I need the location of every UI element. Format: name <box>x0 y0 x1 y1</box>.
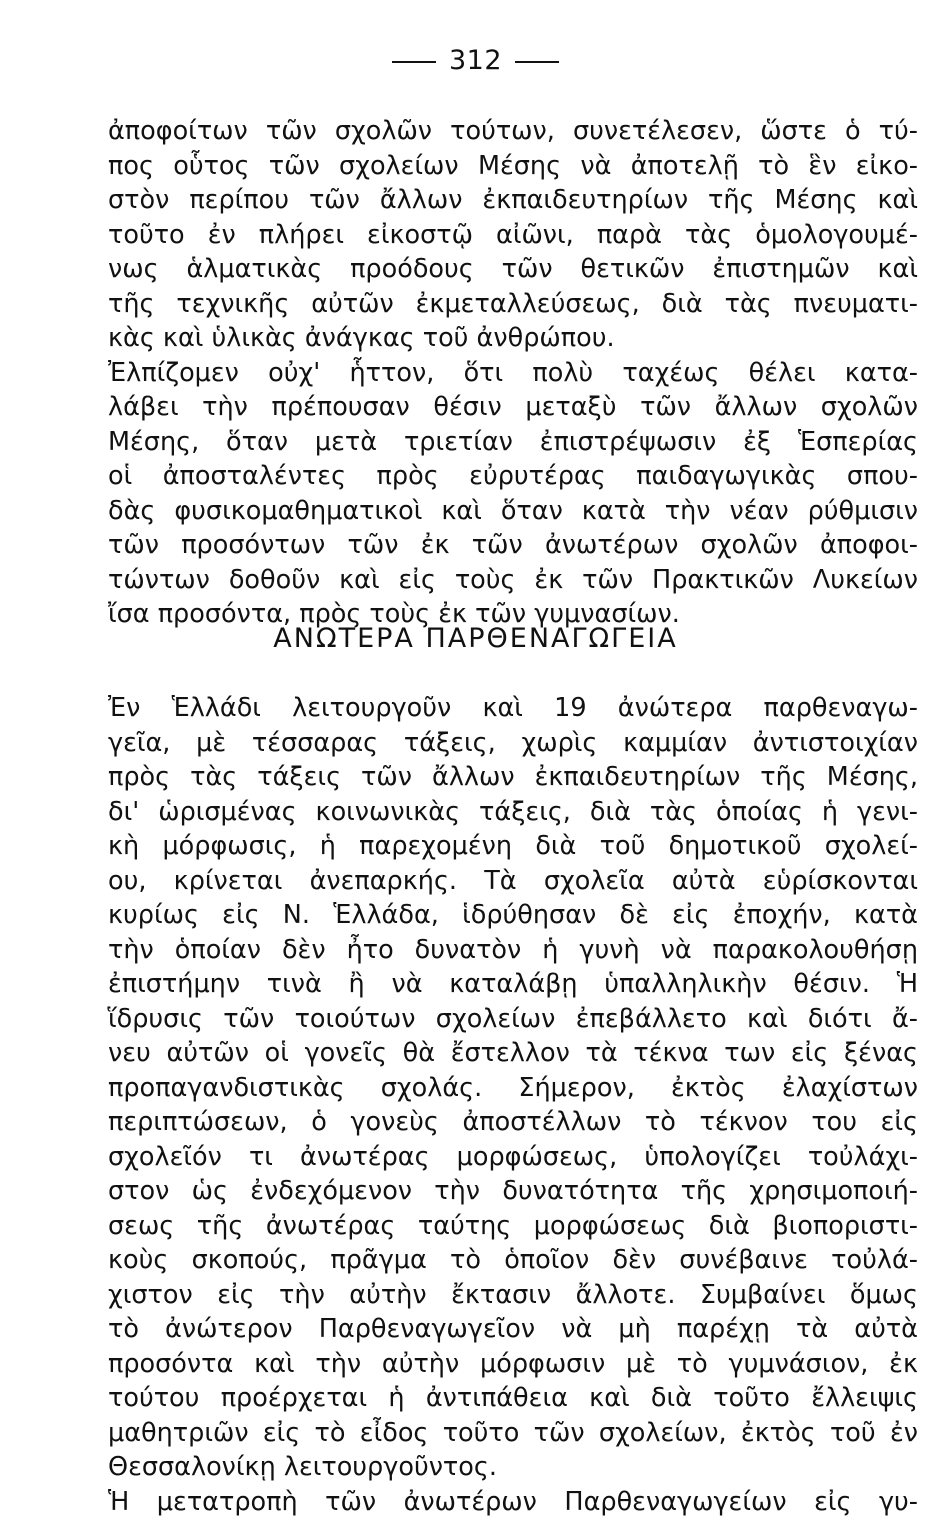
text-line: προσόντα καὶ τὴν αὐτὴν μόρφωσιν μὲ τὸ γυμνάσιον, ἐκ <box>108 1347 918 1382</box>
text-line: νευ αὐτῶν οἱ γονεῖς θὰ ἔστελλον τὰ τέκνα των εἰς ξένας <box>108 1036 918 1071</box>
left-dash <box>392 61 436 63</box>
text-line: τοῦτο ἐν πλήρει εἰκοστῷ αἰῶνι, παρὰ τὰς ὁμολογουμέ- <box>108 218 918 253</box>
text-line: Ἡ μετατροπὴ τῶν ἀνωτέρων Παρθεναγωγείων εἰς γυ- <box>108 1485 918 1519</box>
text-line: Ἐλπίζομεν οὐχ' ἧττον, ὅτι πολὺ ταχέως θέλει κατα- <box>108 356 918 391</box>
text-line: στον ὡς ἐνδεχόμενον τὴν δυνατότητα τῆς χρησιμοποιή- <box>108 1174 918 1209</box>
text-line: νως ἁλματικὰς προόδους τῶν θετικῶν ἐπιστημῶν καὶ <box>108 252 918 287</box>
text-line: μαθητριῶν εἰς τὸ εἶδος τοῦτο τῶν σχολείων, ἐκτὸς τοῦ ἐν <box>108 1416 918 1451</box>
text-line: τούτου προέρχεται ἡ ἀντιπάθεια καὶ διὰ τοῦτο ἔλλειψις <box>108 1381 918 1416</box>
text-line: γεῖα, μὲ τέσσαρας τάξεις, χωρὶς καμμίαν ἀντιστοιχίαν <box>108 726 918 761</box>
section-2-paragraphs <box>108 691 918 1519</box>
text-line: χιστον εἰς τὴν αὐτὴν ἔκτασιν ἄλλοτε. Συμβαίνει ὅμως <box>108 1278 918 1313</box>
text-line: οἱ ἀποσταλέντες πρὸς εὐρυτέρας παιδαγωγικὰς σπου- <box>108 459 918 494</box>
text-line: τῆς τεχνικῆς αὐτῶν ἐκμεταλλεύσεως, διὰ τὰς πνευματι- <box>108 287 918 322</box>
text-line: Μέσης, ὅταν μετὰ τριετίαν ἐπιστρέψωσιν ἐξ Ἑσπερίας <box>108 425 918 460</box>
text-line: τὴν ὁποίαν δὲν ἦτο δυνατὸν ἡ γυνὴ νὰ παρακολουθήσῃ <box>108 933 918 968</box>
text-line: ου, κρίνεται ἀνεπαρκής. Τὰ σχολεῖα αὐτὰ εὑρίσκονται <box>108 864 918 899</box>
text-line: κὴ μόρφωσις, ἡ παρεχομένη διὰ τοῦ δημοτικοῦ σχολεί- <box>108 829 918 864</box>
text-line: περιπτώσεων, ὁ γονεὺς ἀποστέλλων τὸ τέκνον του εἰς <box>108 1105 918 1140</box>
text-line: τῶν προσόντων τῶν ἐκ τῶν ἀνωτέρων σχολῶν ἀποφοι- <box>108 528 918 563</box>
page-number: 312 <box>449 45 502 76</box>
text-line: κυρίως εἰς Ν. Ἑλλάδα, ἱδρύθησαν δὲ εἰς ἐποχήν, κατὰ <box>108 898 918 933</box>
section-heading: ΑΝΩΤΕΡΑ ΠΑΡΘΕΝΑΓΩΓΕΙΑ <box>0 622 951 656</box>
text-line: προπαγανδιστικὰς σχολάς. Σήμερον, ἐκτὸς ἐλαχίστων <box>108 1071 918 1106</box>
page-number-header <box>0 44 951 78</box>
text-line: δι' ὡρισμένας κοινωνικὰς τάξεις, διὰ τὰς ὁποίας ἡ γενι- <box>108 795 918 830</box>
section-1-paragraphs <box>108 114 918 632</box>
text-line: κὰς καὶ ὑλικὰς ἀνάγκας τοῦ ἀνθρώπου. <box>108 321 918 356</box>
text-line: ἵδρυσις τῶν τοιούτων σχολείων ἐπεβάλλετο καὶ διότι ἄ- <box>108 1002 918 1037</box>
text-line: σεως τῆς ἀνωτέρας ταύτης μορφώσεως διὰ βιοποριστι- <box>108 1209 918 1244</box>
text-line: πος οὗτος τῶν σχολείων Μέσης νὰ ἀποτελῇ τὸ ἓν εἰκο- <box>108 149 918 184</box>
text-line: λάβει τὴν πρέπουσαν θέσιν μεταξὺ τῶν ἄλλων σχολῶν <box>108 390 918 425</box>
text-line: Ἐν Ἑλλάδι λειτουργοῦν καὶ 19 ἀνώτερα παρθεναγω- <box>108 691 918 726</box>
text-line: Θεσσαλονίκῃ λειτουργοῦντος. <box>108 1450 918 1485</box>
text-line: δὰς φυσικομαθηματικοὶ καὶ ὅταν κατὰ τὴν νέαν ρύθμισιν <box>108 494 918 529</box>
text-line: κοὺς σκοπούς, πρᾶγμα τὸ ὁποῖον δὲν συνέβαινε τοὐλά- <box>108 1243 918 1278</box>
right-dash <box>515 61 559 63</box>
text-line: σχολεῖόν τι ἀνωτέρας μορφώσεως, ὑπολογίζει τοὐλάχι- <box>108 1140 918 1175</box>
text-line: τώντων δοθοῦν καὶ εἰς τοὺς ἐκ τῶν Πρακτικῶν Λυκείων <box>108 563 918 598</box>
text-line: στὸν περίπου τῶν ἄλλων ἐκπαιδευτηρίων τῆς Μέσης καὶ <box>108 183 918 218</box>
text-line: τὸ ἀνώτερον Παρθεναγωγεῖον νὰ μὴ παρέχῃ τὰ αὐτὰ <box>108 1312 918 1347</box>
text-line: ἴσα προσόντα, πρὸς τοὺς ἐκ τῶν γυμνασίων. <box>108 597 918 632</box>
text-line: ἀποφοίτων τῶν σχολῶν τούτων, συνετέλεσεν, ὥστε ὁ τύ- <box>108 114 918 149</box>
text-line: ἐπιστήμην τινὰ ἢ νὰ καταλάβῃ ὑπαλληλικὴν θέσιν. Ἡ <box>108 967 918 1002</box>
text-line: πρὸς τὰς τάξεις τῶν ἄλλων ἐκπαιδευτηρίων τῆς Μέσης, <box>108 760 918 795</box>
